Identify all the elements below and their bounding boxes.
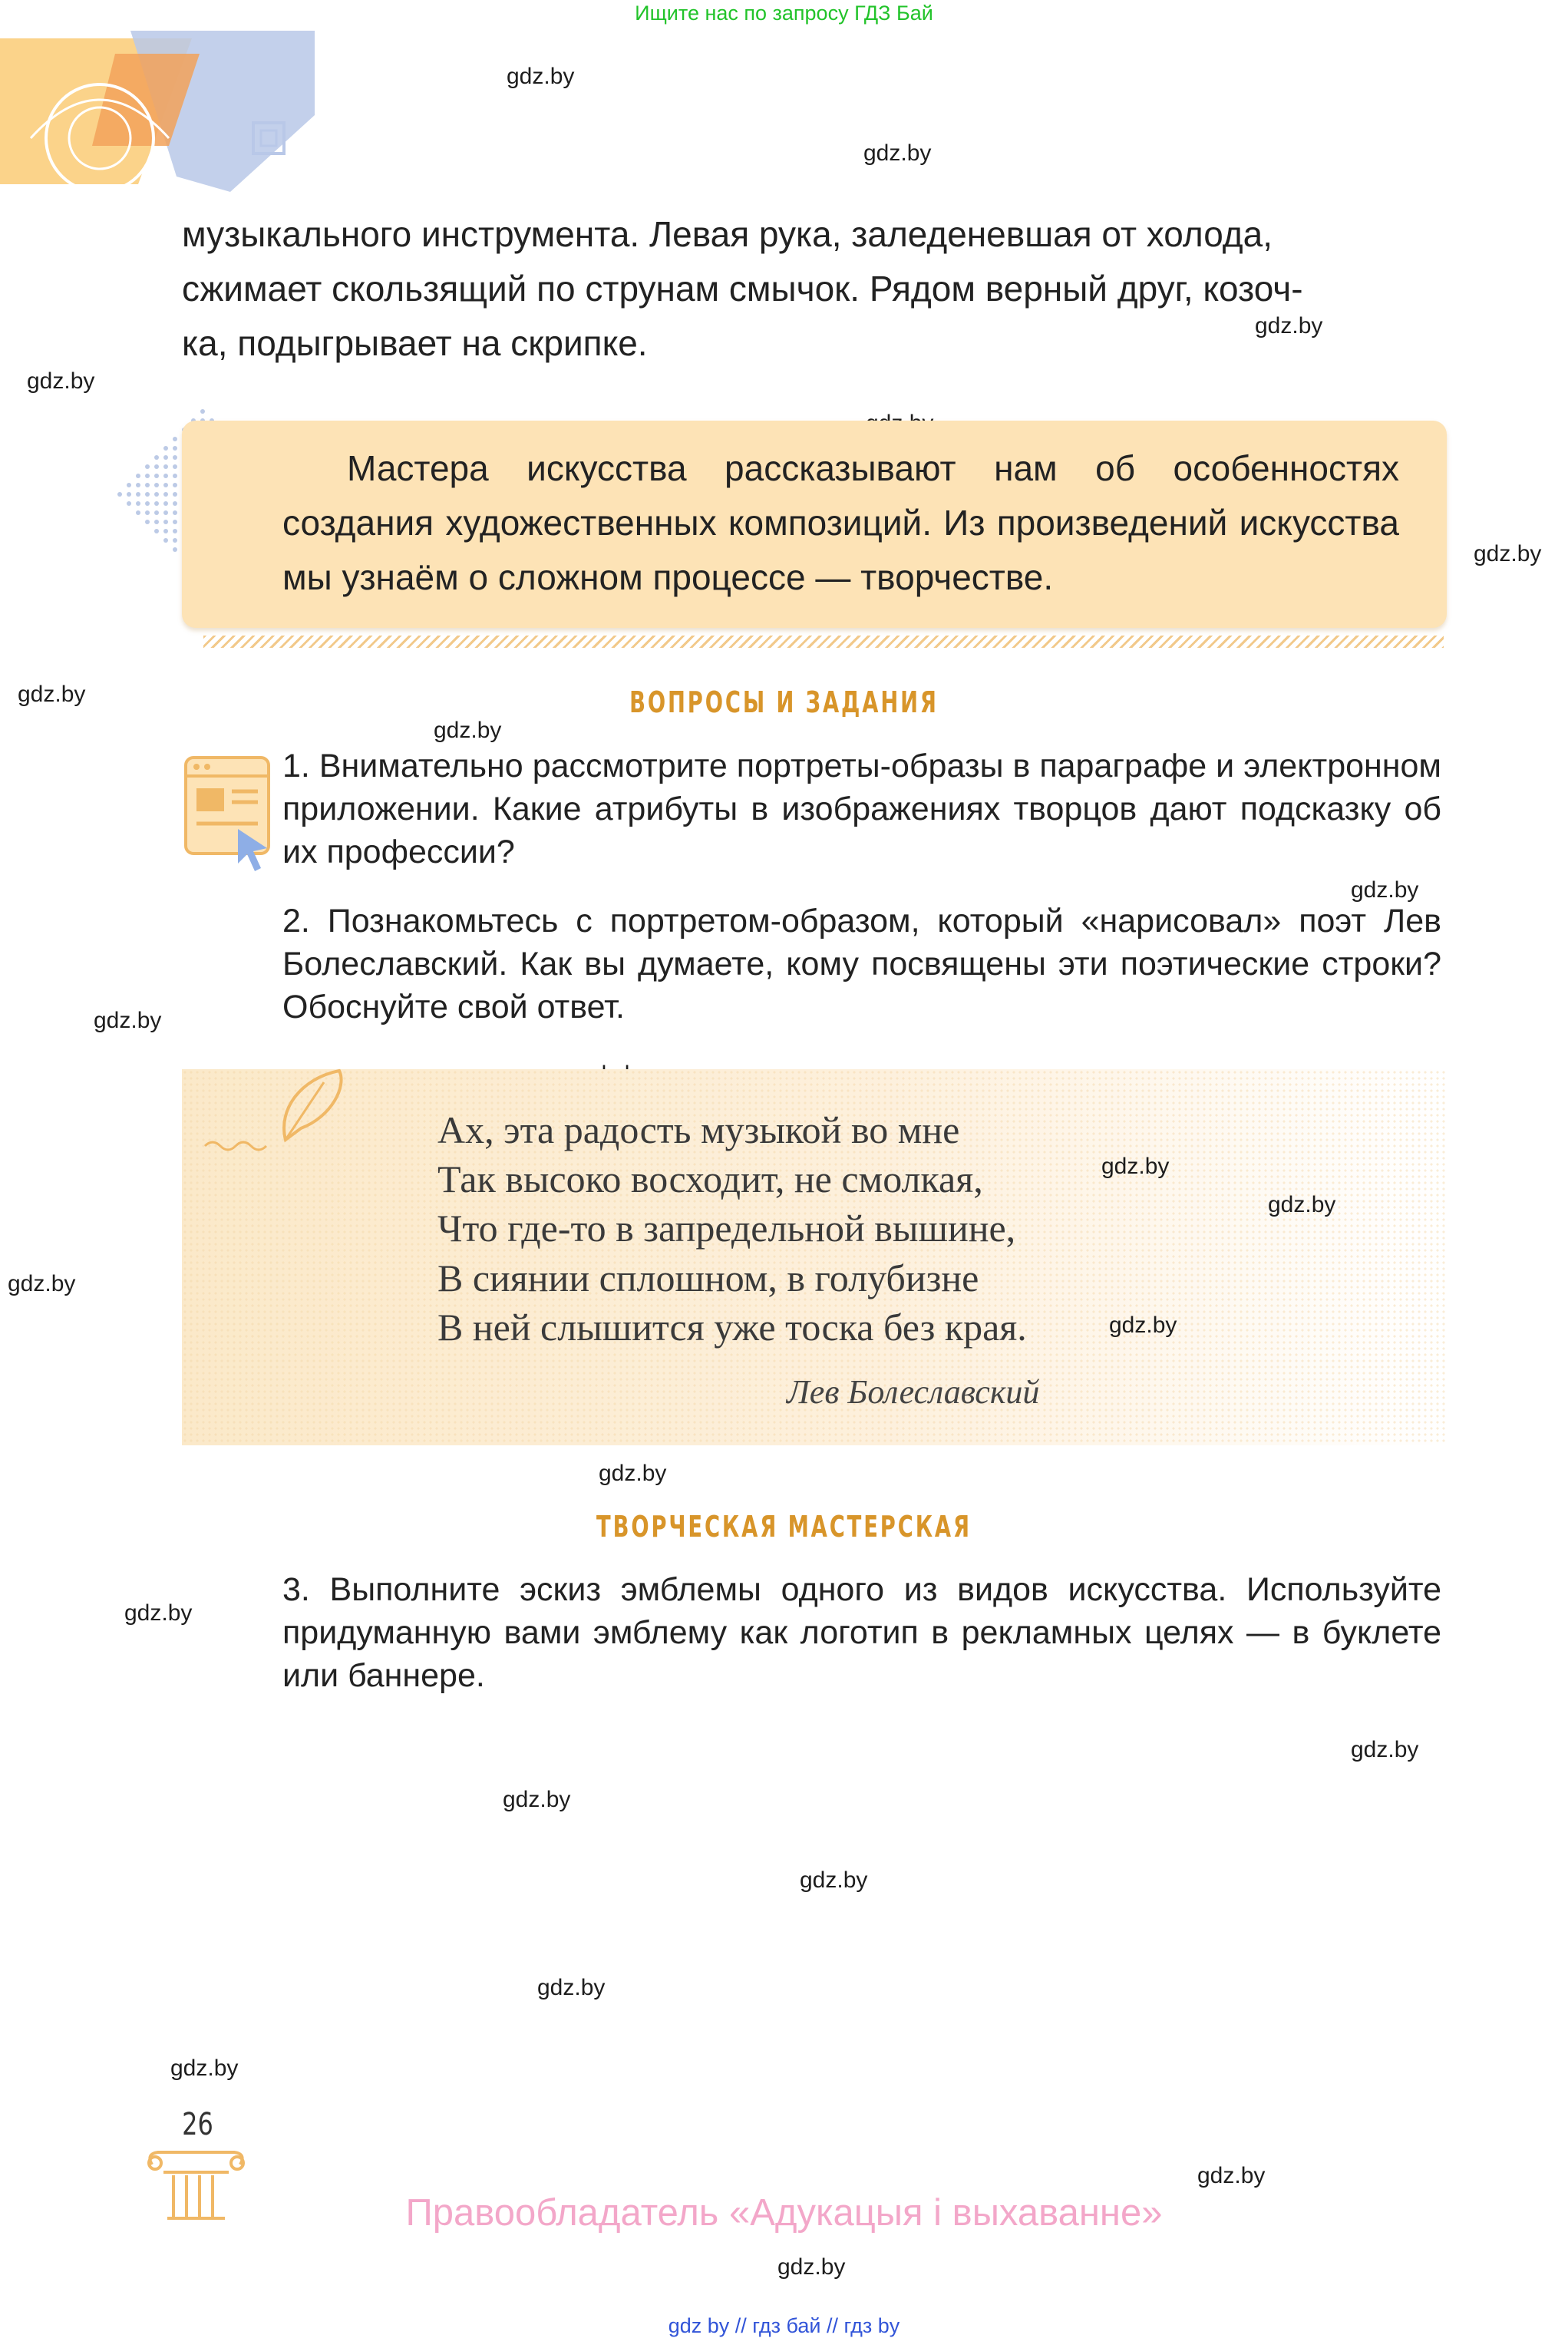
browser-window-icon (177, 748, 276, 879)
watermark: gdz.by (800, 1867, 868, 1893)
watermark: gdz.by (170, 2056, 239, 2081)
watermark: gdz.by (1109, 1313, 1177, 1338)
copyright: Правообладатель «Адукацыя і выхаванне» (405, 2192, 1163, 2234)
watermark: gdz.by (27, 368, 95, 394)
hatched-divider (203, 636, 1444, 648)
watermark: gdz.by (1351, 877, 1419, 903)
page-number: 26 (182, 2107, 213, 2142)
watermark: gdz.by (1474, 541, 1542, 566)
watermark: gdz.by (599, 1461, 667, 1486)
watermark: gdz.by (1268, 1192, 1336, 1217)
search-hint[interactable]: Ищите нас по запросу ГДЗ Бай (635, 2, 933, 25)
watermark: gdz.by (1351, 1737, 1419, 1762)
poem-line: В ней слышится уже тоска без края. (437, 1306, 1027, 1349)
quill-icon (201, 1055, 355, 1155)
poem-line: Ах, эта радость музыкой во мне (437, 1108, 960, 1151)
question-2: 2. Познакомьтесь с портретом-образом, который «нарисовал» поэт Лев Болеславский. Как вы думаете, кому посвящены эти поэтические строки? Обоснуйте свой ответ. (282, 903, 1441, 1025)
question-1: 1. Внимательно рассмотрите портреты-образы в параграфе и электронном приложении. Какие атрибуты в изображениях творцов дают подсказку об их профессии? (282, 748, 1441, 870)
watermark: gdz.by (8, 1271, 76, 1296)
watermark: gdz.by (18, 682, 86, 707)
watermark: gdz.by (94, 1008, 162, 1033)
watermark: gdz.by (434, 718, 502, 743)
poem-line: Так высоко восходит, не смолкая, (437, 1157, 983, 1200)
intro-line: музыкального инструмента. Левая рука, заледеневшая от холода, (182, 214, 1273, 254)
watermark: gdz.by (507, 64, 575, 89)
poem-author: Лев Болеславский (787, 1373, 1040, 1411)
poem-line: Что где-то в запредельной вышине, (437, 1207, 1016, 1250)
highlight-text: Мастера искусства рассказывают нам об особенностях создания художественных композиций. Из произведений искусства мы узнаём о сложном процессе — творчестве. (282, 448, 1399, 597)
footer-links[interactable]: gdz by // гдз бай // гдз by (668, 2314, 900, 2337)
watermark: gdz.by (1197, 2163, 1266, 2188)
questions-title: ВОПРОСЫ И ЗАДАНИЯ (629, 685, 939, 719)
intro-paragraph (182, 207, 1447, 371)
watermark: gdz.by (1101, 1154, 1170, 1179)
watermark: gdz.by (863, 140, 932, 166)
workshop-title: ТВОРЧЕСКАЯ МАСТЕРСКАЯ (596, 1510, 972, 1544)
watermark: gdz.by (777, 2254, 846, 2280)
workshop-task: 3. Выполните эскиз эмблемы одного из видов искусства. Используйте придуманную вами эмблему как логотип в рекламных целях — в буклете или баннере. (282, 1571, 1441, 1694)
watermark: gdz.by (124, 1600, 193, 1626)
watermark: gdz.by (1255, 313, 1323, 338)
watermark: gdz.by (503, 1787, 571, 1812)
watermark: gdz.by (537, 1975, 606, 2000)
intro-line: сжимает скользящий по струнам смычок. Рядом верный друг, козоч- (182, 269, 1303, 309)
poem-line: В сиянии сплошном, в голубизне (437, 1257, 979, 1299)
intro-line: ка, подыгрывает на скрипке. (182, 323, 648, 363)
